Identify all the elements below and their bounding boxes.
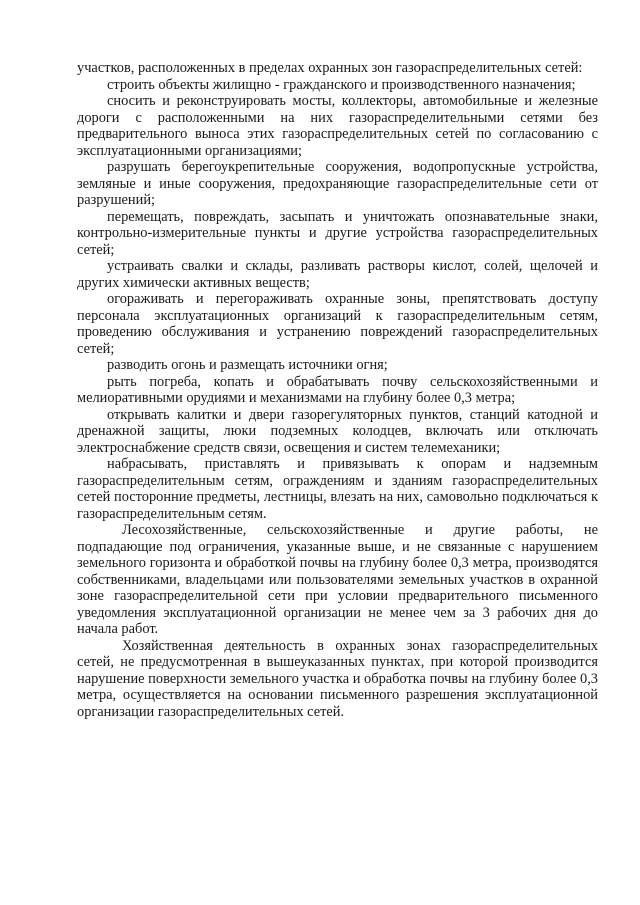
list-item: набрасывать, приставлять и привязывать к опорам и надземным газораспределительным сетям, ограждениям и зданиям газораспределительных сетей посторонние предметы, лестницы, влезать на них, самовольно подключаться к газораспределительным сетям. bbox=[77, 456, 598, 522]
list-item: разводить огонь и размещать источники огня; bbox=[107, 357, 388, 373]
list-item: строить объекты жилищно - гражданского и производственного назначения; bbox=[107, 76, 576, 93]
list-item: рыть погреба, копать и обрабатывать почву сельскохозяйственными и мелиоративными орудиями и механизмами на глубину более 0,3 метра; bbox=[77, 373, 598, 406]
list-item: устраивать свалки и склады, разливать растворы кислот, солей, щелочей и других химически активных веществ; bbox=[77, 258, 598, 291]
paragraph-continuation: участков, расположенных в пределах охранных зон газораспределительных сетей: bbox=[77, 60, 583, 76]
list-item: сносить и реконструировать мосты, коллекторы, автомобильные и железные дороги с расположенными на них газораспределительными сетями без предварительного выноса этих газораспределительных сетей по согласованию с эксплуатационными организациями; bbox=[77, 93, 598, 159]
list-item: перемещать, повреждать, засыпать и уничтожать опознавательные знаки, контрольно-измерительные пункты и другие устройства газораспределительных сетей; bbox=[77, 208, 598, 258]
list-item: открывать калитки и двери газорегуляторных пунктов, станций катодной и дренажной защиты, люки подземных колодцев, включать или отключать электроснабжение средств связи, освещения и систем телемеханики; bbox=[77, 406, 598, 456]
paragraph: Хозяйственная деятельность в охранных зонах газораспределительных сетей, не предусмотренная в вышеуказанных пунктах, при которой производится нарушение поверхности земельного участка и обработка почвы на глубину более 0,3 метра, осуществляется на основании письменного разрешения эксплуатационной организации газораспределительных сетей. bbox=[77, 637, 598, 720]
paragraph: Лесохозяйственные, сельскохозяйственные и другие работы, не подпадающие под ограничения, указанные выше, и не связанные с нарушением земельного горизонта и обработкой почвы на глубину более 0,3 метра, производятся собственниками, владельцами или пользователями земельных участков в охранной зоне газораспределительной сети при условии предварительного письменного уведомления эксплуатационной организации не менее чем за 3 рабочих дня до начала работ. bbox=[77, 522, 598, 637]
document-page bbox=[77, 60, 598, 720]
list-item: разрушать берегоукрепительные сооружения, водопропускные устройства, земляные и иные сооружения, предохраняющие газораспределительные сети от разрушений; bbox=[77, 159, 598, 208]
list-item: огораживать и перегораживать охранные зоны, препятствовать доступу персонала эксплуатационных организаций к газораспределительным сетям, проведению обслуживания и устранению повреждений газораспределительных сетей; bbox=[77, 291, 598, 357]
